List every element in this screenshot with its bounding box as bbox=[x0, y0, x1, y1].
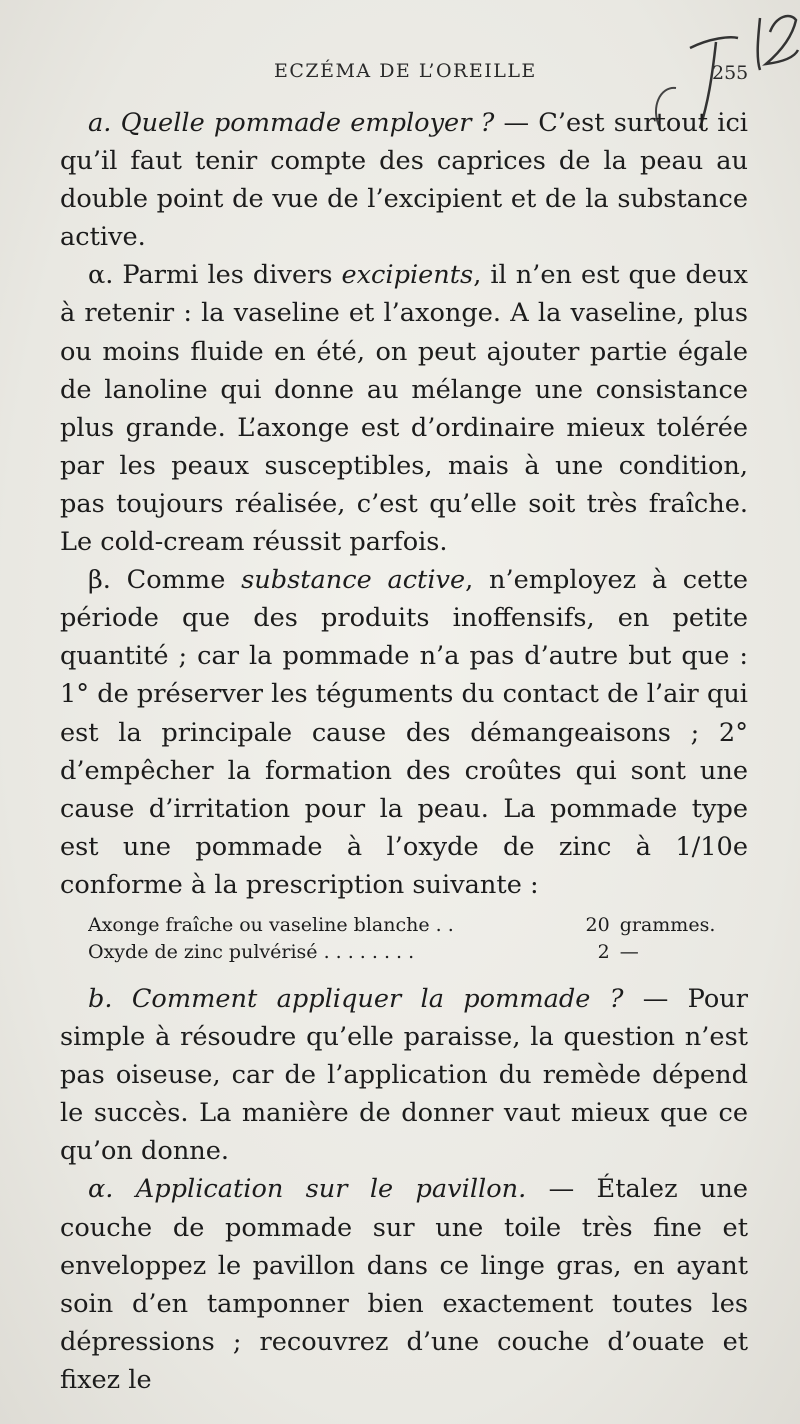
paragraph-text: — Pour simple à résoudre qu’elle paraisse, la question n’est pas oiseuse, car de l’application du remède dépend le succès. La manière de donner vaut mieux que ce qu’on donne. bbox=[60, 983, 748, 1167]
prescription-ingredient: Oxyde de zinc pulvérisé . . . . . . . . bbox=[88, 940, 415, 963]
page-number: 255 bbox=[712, 62, 749, 84]
prescription-unit: — bbox=[619, 940, 639, 963]
paragraph-text: , il n’en est que deux à retenir : la vaseline et l’axonge. A la vaseline, plus ou moins fluide en été, on peut ajouter partie égale de lanoline qui donne au mélange une consistance plus grande. L’axonge est d’ordinaire mieux tolérée par les peaux susceptibles, mais à une condition, pas toujours réalisée, c’est qu’elle soit très fraîche. Le cold-cream réussit parfois. bbox=[60, 260, 748, 558]
prescription-table bbox=[88, 912, 728, 966]
paragraph-text: — C’est surtout ici qu’il faut tenir compte des caprices de la peau au double point de vue de l’excipient et de la substance active. bbox=[60, 108, 748, 253]
paragraph-quelle-pommade bbox=[60, 104, 748, 256]
paragraph-substance-active bbox=[60, 561, 748, 904]
paragraph-text: Parmi les divers bbox=[113, 260, 342, 291]
paragraph-text: — Étalez une couche de pommade sur une toile très fine et enveloppez le pavillon dans ce linge gras, en ayant soin d’en tamponner bien exactement toutes les dépressions ; recouvrez d’une couche d’ouate et fixez le bbox=[60, 1174, 748, 1395]
paragraph-lead: α. bbox=[88, 260, 114, 291]
prescription-row bbox=[88, 939, 728, 966]
running-head: ECZÉMA DE L’OREILLE bbox=[274, 60, 537, 82]
prescription-quantity: 20 bbox=[585, 913, 610, 936]
paragraph-application-pavillon bbox=[60, 1170, 748, 1399]
paragraph-lead: β. bbox=[88, 565, 111, 596]
paragraph-lead: a. Quelle pommade employer ? bbox=[88, 108, 495, 138]
page-body bbox=[60, 104, 748, 1399]
paragraph-emphasis: excipients bbox=[341, 260, 474, 291]
prescription-unit: grammes. bbox=[619, 913, 716, 936]
paragraph-lead: α. Application sur le pavillon. bbox=[88, 1174, 527, 1205]
prescription-quantity: 2 bbox=[597, 940, 610, 963]
paragraph-lead: b. Comment appliquer la pommade ? bbox=[88, 983, 624, 1014]
paragraph-emphasis: substance active bbox=[241, 565, 466, 596]
prescription-row bbox=[88, 912, 728, 939]
paragraph-text: , n’employez à cette période que des produits inoffensifs, en petite quantité ; car la pommade n’a pas d’autre but que : 1° de préserver les téguments du contact de l’air qui est la principale cause des démangeaisons ; 2° d’empêcher la formation des croûtes qui sont une cause d’irritation pour la peau. La pommade type est une pommade à l’oxyde de zinc à 1/10e conforme à la prescription suivante : bbox=[60, 565, 748, 900]
paragraph-comment-appliquer bbox=[60, 980, 748, 1170]
paragraph-excipients bbox=[60, 256, 748, 561]
paragraph-text: Comme bbox=[110, 565, 242, 596]
prescription-ingredient: Axonge fraîche ou vaseline blanche . . bbox=[88, 913, 454, 936]
